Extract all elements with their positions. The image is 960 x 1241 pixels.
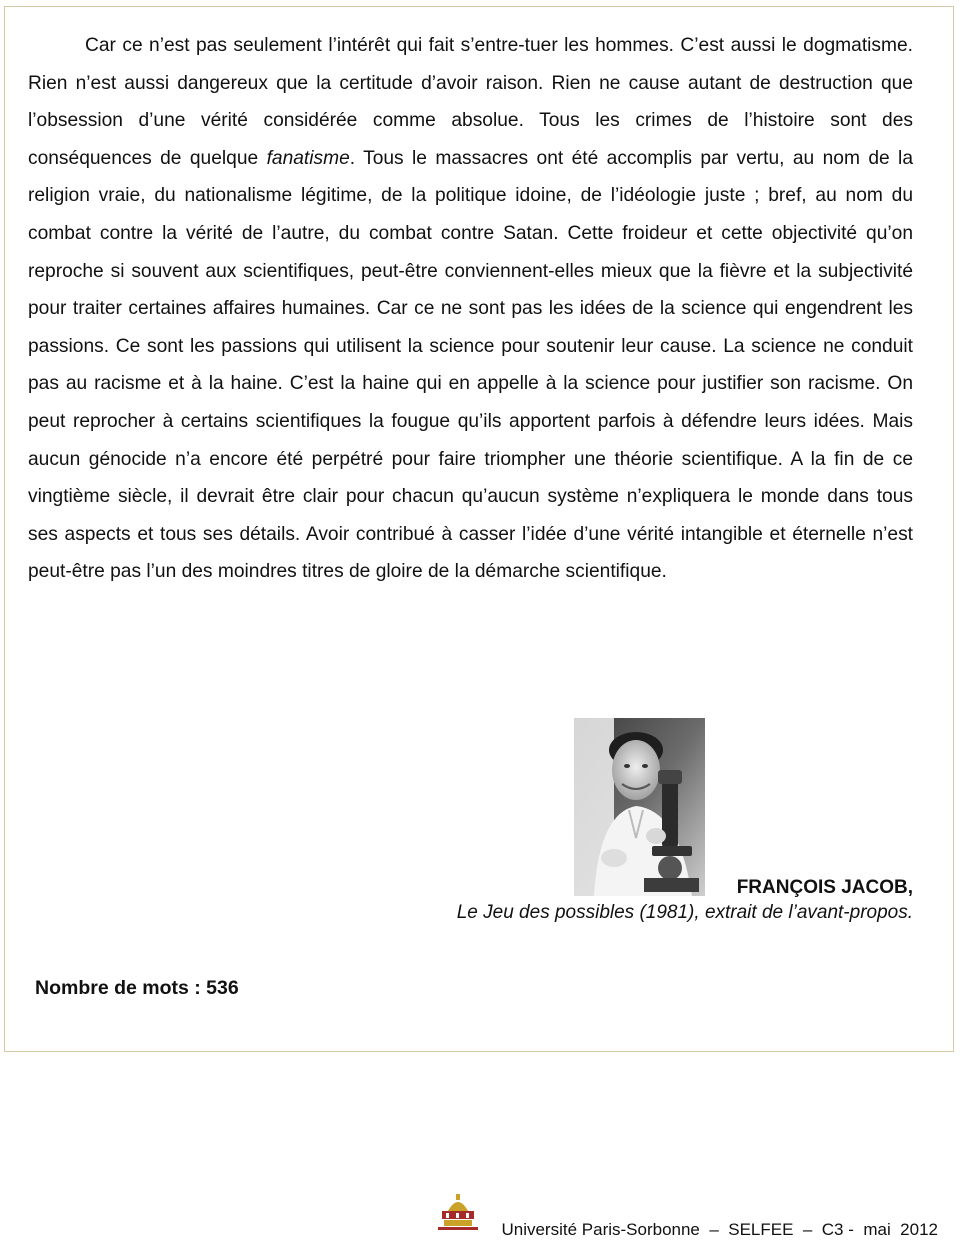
paris-sorbonne-logo	[434, 1191, 482, 1233]
footer-text: Université Paris-Sorbonne – SELFEE – C3 - mai 2012	[501, 1220, 938, 1239]
author-portrait-photo	[574, 718, 705, 896]
source-reference: Le Jeu des possibles (1981), extrait de l’avant-propos.	[456, 902, 913, 923]
scientist-with-microscope-photo	[574, 718, 705, 896]
paragraph-part-2: . Tous le massacres ont été accomplis par vertu, au nom de la religion vraie, du nationalisme légitime, de la politique idoine, de l’idéologie juste ; bref, au nom du combat contre la vérité de l’autre, du combat contre Satan. Cette froideur et cette objectivité qu’on reproche si souvent aux scientifiques, peut-être conviennent-elles mieux que la fièvre et la subjectivité pour traiter certaines affaires humaines. Car ce ne sont pas les idées de la science qui engendrent les passions. Ce sont les passions qui utilisent la science pour soutenir leur cause. La science ne conduit pas au racisme et à la haine. C’est la haine qui en appelle à la science pour justifier son racisme. On peut reprocher à certains scientifiques la fougue qu’ils apportent parfois à défendre leurs idées. Mais aucun génocide n’a encore été perpétré pour faire triompher une théorie scientifique. A la fin de ce vingtième siècle, il devrait être clair pour chacun qu’aucun système n’expliquera le monde dans tous ses aspects et tous ses détails. Avoir contribué à casser l’idée d’une vérité intangible et éternelle n’est peut-être pas l’un des moindres titres de gloire de la démarche scientifique.	[28, 147, 913, 583]
author-name: FRANÇOIS JACOB,	[736, 877, 913, 898]
emphasized-word: fanatisme	[266, 147, 350, 169]
paragraph-part-1: Car ce n’est pas seulement l’intérêt qui fait s’entre-tuer les hommes. C’est aussi le dogmatisme. Rien n’est aussi dangereux que la certitude d’avoir raison. Rien ne cause autant de destruction que l’obsession d’une vérité considérée comme absolue. Tous les crimes de l’histoire sont des conséquences de quelque	[28, 35, 913, 169]
word-count: Nombre de mots : 536	[35, 977, 239, 999]
body-paragraph	[28, 27, 913, 591]
sorbonne-logo-icon	[434, 1191, 482, 1233]
